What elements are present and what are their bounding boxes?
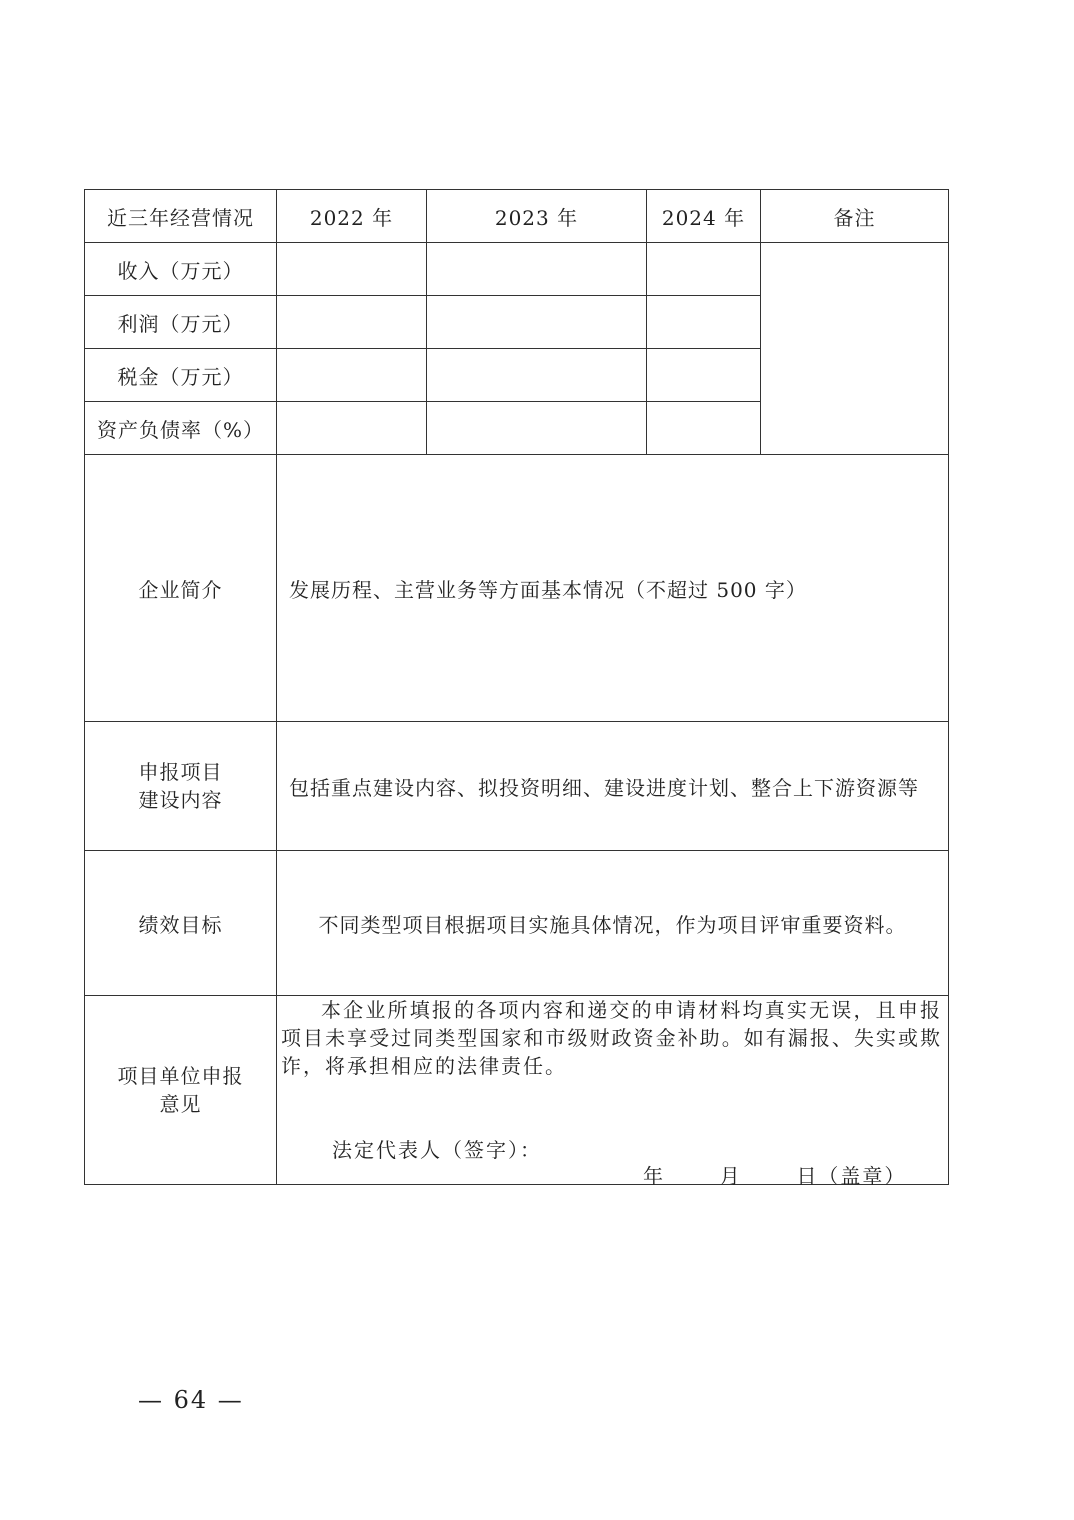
applicant-opinion-label-line2: 意见	[159, 1092, 202, 1116]
header-notes: 备注	[761, 190, 949, 243]
tax-2022-cell[interactable]	[277, 349, 427, 402]
notes-cell[interactable]	[761, 243, 949, 455]
company-intro-content[interactable]: 发展历程、主营业务等方面基本情况（不超过 500 字）	[277, 455, 949, 722]
tax-2023-cell[interactable]	[427, 349, 647, 402]
header-2024: 2024 年	[647, 190, 761, 243]
project-content-label-line2: 建设内容	[138, 788, 223, 812]
header-2023: 2023 年	[427, 190, 647, 243]
company-intro-row	[85, 455, 949, 722]
performance-goal-row	[85, 851, 949, 996]
applicant-opinion-row	[85, 996, 949, 1185]
date-month-label: 月	[719, 1164, 742, 1188]
profit-2024-cell[interactable]	[647, 296, 761, 349]
company-intro-label: 企业简介	[85, 455, 277, 722]
revenue-2022-cell[interactable]	[277, 243, 427, 296]
performance-goal-label: 绩效目标	[85, 851, 277, 996]
application-form-table	[84, 189, 949, 1188]
header-2022: 2022 年	[277, 190, 427, 243]
table-row-revenue	[85, 243, 949, 296]
declaration-statement: 本企业所填报的各项内容和递交的申请材料均真实无误，且申报项目未享受过同类型国家和市级财政资金补助。如有漏报、失实或欺诈，将承担相应的法律责任。	[281, 998, 942, 1078]
page-number: — 64 —	[138, 1386, 244, 1414]
date-seal-line[interactable]	[643, 1160, 906, 1189]
tax-2024-cell[interactable]	[647, 349, 761, 402]
project-content-text[interactable]: 包括重点建设内容、拟投资明细、建设进度计划、整合上下游资源等	[277, 722, 949, 851]
row-label-profit: 利润（万元）	[85, 296, 277, 349]
project-content-label	[85, 722, 277, 851]
header-row	[85, 190, 949, 243]
project-content-label-line1: 申报项目	[138, 760, 223, 784]
row-label-tax: 税金（万元）	[85, 349, 277, 402]
row-label-debt-ratio: 资产负债率（%）	[85, 402, 277, 455]
applicant-opinion-label	[85, 996, 277, 1185]
profit-2022-cell[interactable]	[277, 296, 427, 349]
date-year-label: 年	[643, 1164, 665, 1188]
revenue-2023-cell[interactable]	[427, 243, 647, 296]
debt-ratio-2023-cell[interactable]	[427, 402, 647, 455]
performance-goal-content[interactable]: 不同类型项目根据项目实施具体情况，作为项目评审重要资料。	[277, 851, 949, 996]
debt-ratio-2022-cell[interactable]	[277, 402, 427, 455]
applicant-opinion-content[interactable]	[277, 996, 949, 1188]
revenue-2024-cell[interactable]	[647, 243, 761, 296]
debt-ratio-2024-cell[interactable]	[647, 402, 761, 455]
applicant-opinion-label-line1: 项目单位申报	[117, 1064, 244, 1088]
legal-representative-signature-line[interactable]: 法定代表人（签字）：	[332, 1138, 542, 1162]
profit-2023-cell[interactable]	[427, 296, 647, 349]
project-content-row	[85, 722, 949, 851]
header-label: 近三年经营情况	[85, 190, 277, 243]
date-day-seal-label: 日（盖章）	[796, 1164, 907, 1188]
row-label-revenue: 收入（万元）	[85, 243, 277, 296]
